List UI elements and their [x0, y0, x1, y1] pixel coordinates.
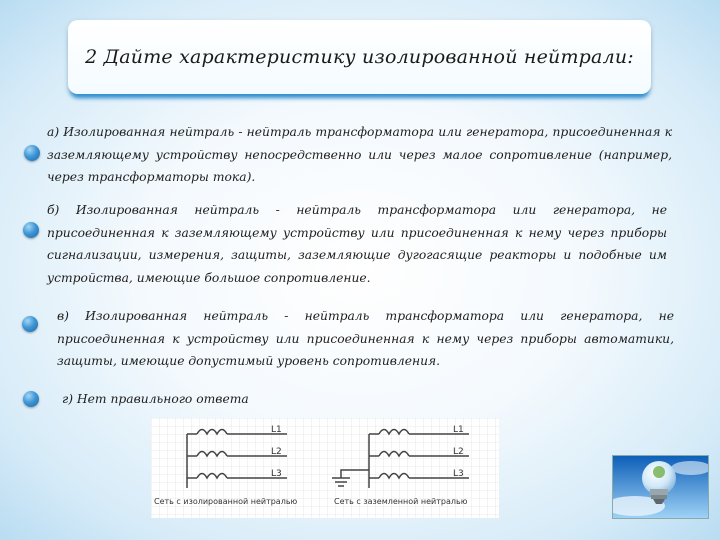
phase-label-l3: L3: [271, 469, 282, 479]
phase-label-l2: L2: [271, 447, 282, 457]
neutral-diagram: [151, 418, 499, 518]
answer-option-d[interactable]: [62, 388, 362, 411]
caption-grounded: Сеть с заземленной нейтралью: [334, 497, 468, 506]
phase-label-l3: L3: [453, 469, 464, 479]
caption-isolated: Сеть с изолированной нейтралью: [154, 497, 298, 506]
bullet-icon[interactable]: [23, 222, 39, 238]
light-bulb-photo: [612, 455, 709, 519]
answer-option-b-text: б) Изолированная нейтраль - нейтраль трансформатора или генератора, не присоединенная к заземляющему устройству или присоединенная к нему через приборы сигнализации, измерения, защиты, заземляющие дугогасящие реакторы и подобные им устройства, имеющие большое сопротивление.: [47, 203, 667, 285]
answer-option-b[interactable]: [47, 199, 667, 289]
answer-option-c-text: в) Изолированная нейтраль - нейтраль трансформатора или генератора, не присоединенная к устройству или присоединенная к нему через приборы автоматики, защиты, имеющие допустимый уровень сопротивления.: [57, 309, 674, 368]
bullet-icon[interactable]: [23, 391, 39, 407]
phase-label-l1: L1: [453, 425, 464, 435]
light-bulb-icon: [613, 456, 708, 518]
answer-option-c[interactable]: [57, 305, 674, 373]
bullet-icon[interactable]: [24, 145, 40, 161]
answer-option-d-text: г) Нет правильного ответа: [62, 392, 249, 406]
neutral-diagram-svg: [151, 418, 499, 518]
phase-label-l2: L2: [453, 447, 464, 457]
question-title: 2 Дайте характеристику изолированной нейтрали:: [85, 46, 634, 68]
answer-option-a[interactable]: [47, 121, 672, 189]
title-box: [68, 20, 651, 94]
phase-label-l1: L1: [271, 425, 282, 435]
answer-option-a-text: а) Изолированная нейтраль - нейтраль трансформатора или генератора, присоединенная к заземляющему устройству непосредственно или через малое сопротивление (например, через трансформаторы тока).: [47, 125, 672, 184]
bullet-icon[interactable]: [22, 316, 38, 332]
